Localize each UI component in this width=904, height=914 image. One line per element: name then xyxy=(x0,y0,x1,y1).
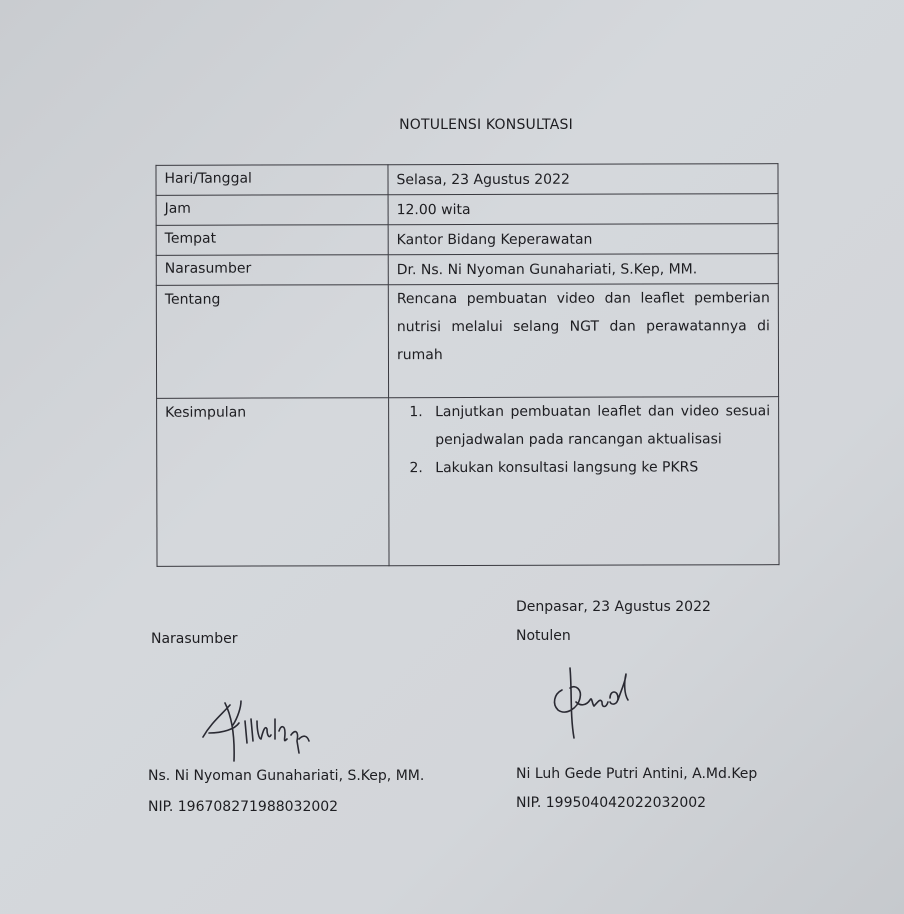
table-row-place xyxy=(156,224,778,256)
note-taker-name: Ni Luh Gede Putri Antini, A.Md.Kep xyxy=(516,766,758,782)
document-title: NOTULENSI KONSULTASI xyxy=(399,117,573,133)
row-label: Tempat xyxy=(156,225,388,256)
row-label: Jam xyxy=(156,195,388,226)
note-taker-role-label: Notulen xyxy=(516,628,571,644)
table-row-speaker xyxy=(156,254,778,286)
row-value: 12.00 wita xyxy=(388,194,778,225)
row-label: Hari/Tanggal xyxy=(156,165,388,196)
speaker-role-label: Narasumber xyxy=(151,631,238,647)
speaker-nip: NIP. 196708271988032002 xyxy=(148,799,339,815)
note-taker-nip: NIP. 199504042022032002 xyxy=(516,795,707,811)
row-value: Dr. Ns. Ni Nyoman Gunahariati, S.Kep, MM. xyxy=(388,254,778,285)
list-item: 1. Lanjutkan pembuatan leaflet dan video sesuai penjadwalan pada rancangan aktualisasi xyxy=(427,397,770,454)
row-label: Narasumber xyxy=(156,255,388,286)
conclusion-list-cell xyxy=(389,397,779,566)
row-label: Kesimpulan xyxy=(157,398,389,567)
table-row-conclusion xyxy=(157,397,779,567)
consultation-table xyxy=(155,163,779,567)
row-value: Rencana pembuatan video dan leaflet pemberian nutrisi melalui selang NGT dan perawatannya di rumah xyxy=(388,284,778,398)
table-row-topic xyxy=(156,284,778,399)
row-label: Tentang xyxy=(156,285,388,399)
place-date: Denpasar, 23 Agustus 2022 xyxy=(516,599,711,615)
speaker-signature xyxy=(195,695,325,770)
list-item: 2. Lakukan konsultasi langsung ke PKRS xyxy=(427,453,770,482)
table-row-time xyxy=(156,194,778,226)
conclusion-list xyxy=(397,397,770,482)
row-value: Selasa, 23 Agustus 2022 xyxy=(388,164,778,195)
row-value: Kantor Bidang Keperawatan xyxy=(388,224,778,255)
speaker-name: Ns. Ni Nyoman Gunahariati, S.Kep, MM. xyxy=(148,768,425,784)
table-row-day-date xyxy=(156,164,778,196)
note-taker-signature xyxy=(540,660,640,745)
